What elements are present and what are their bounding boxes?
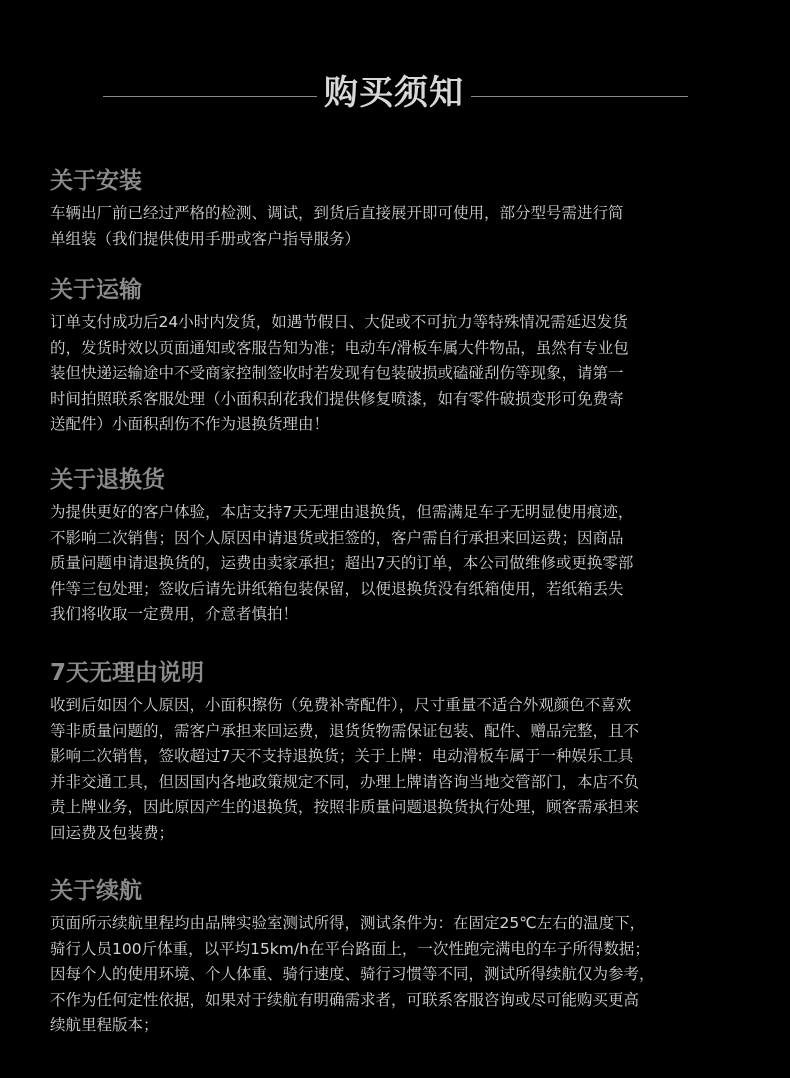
- section-heading: 关于安装: [50, 168, 142, 194]
- body-line: 车辆出厂前已经过严格的检测、调试，到货后直接展开即可使用，部分型号需进行简: [50, 204, 624, 222]
- body-line: 收到后如因个人原因，小面积擦伤（免费补寄配件），尺寸重量不适合外观颜色不喜欢: [50, 696, 632, 714]
- body-line: 回运费及包装费；: [50, 823, 175, 842]
- body-line: 时间拍照联系客服处理（小面积刮花我们提供修复喷漆，如有零件破损变形可免费寄: [50, 389, 624, 408]
- body-line: 我们将收取一定费用，介意者慎拍！: [50, 605, 299, 623]
- title-divider-left: [103, 96, 317, 97]
- body-line: 单组装（我们提供使用手册或客户指导服务）: [50, 229, 361, 248]
- body-line: 装但快递运输途中不受商家控制签收时若发现有包装破损或磕碰刮伤等现象，请第一: [50, 364, 624, 382]
- body-line: 订单支付成功后24小时内发货，如遇节假日、大促或不可抗力等特殊情况需延迟发货: [50, 313, 628, 331]
- section-body: [50, 310, 760, 438]
- section-heading: 7天无理由说明: [50, 660, 205, 686]
- body-line: 为提供更好的客户体验，本店支持7天无理由退换货，但需满足车子无明显使用痕迹，: [50, 503, 634, 521]
- body-line: 页面所示续航里程均由品牌实验室测试所得，测试条件为：在固定25℃左右的温度下，: [50, 914, 646, 932]
- section-7day-return-policy: [50, 658, 760, 846]
- section-shipping: [50, 275, 760, 438]
- page-title-row: [0, 68, 790, 118]
- section-installation: [50, 166, 760, 252]
- section-body: [50, 201, 760, 252]
- section-body: [50, 693, 760, 846]
- body-line: 质量问题申请退换货的，运费由卖家承担；超出7天的订单，本公司做维修或更换零部: [50, 554, 634, 572]
- section-body: [50, 500, 760, 628]
- body-line: 并非交通工具，但因国内各地政策规定不同，办理上牌请咨询当地交管部门，本店不负: [50, 772, 640, 791]
- section-range: [50, 876, 760, 1039]
- section-heading: 关于运输: [50, 277, 142, 303]
- body-line: 的，发货时效以页面通知或客服告知为准；电动车/滑板车属大件物品，虽然有专业包: [50, 338, 629, 357]
- body-line: 续航里程版本；: [50, 1016, 159, 1034]
- section-heading: 关于退换货: [50, 467, 165, 493]
- section-heading: 关于续航: [50, 878, 142, 904]
- body-line: 等非质量问题的，需客户承担来回运费，退货货物需保证包装、配件、赠品完整，且不: [50, 721, 640, 740]
- page-title: 购买须知: [324, 73, 464, 113]
- body-line: 不影响二次销售；因个人原因申请退货或拒签的，客户需自行承担来回运费；因商品: [50, 528, 624, 547]
- body-line: 因每个人的使用环境、个人体重、骑行速度、骑行习惯等不同，测试所得续航仅为参考，: [50, 965, 655, 983]
- body-line: 骑行人员100斤体重，以平均15km/h在平台路面上，一次性跑完满电的车子所得数据；: [50, 939, 650, 958]
- section-returns: [50, 465, 760, 628]
- body-line: 影响二次销售，签收超过7天不支持退换货；关于上牌：电动滑板车属于一种娱乐工具: [50, 747, 634, 765]
- body-line: 不作为任何定性依据，如果对于续航有明确需求者，可联系客服咨询或尽可能购买更高: [50, 990, 640, 1009]
- section-body: [50, 911, 760, 1039]
- body-line: 送配件）小面积刮伤不作为退换货理由！: [50, 415, 330, 433]
- body-line: 件等三包处理；签收后请先讲纸箱包装保留，以便退换货没有纸箱使用，若纸箱丢失: [50, 579, 624, 598]
- body-line: 责上牌业务，因此原因产生的退换货，按照非质量问题退换货执行处理，顾客需承担来: [50, 798, 640, 816]
- title-divider-right: [471, 96, 688, 97]
